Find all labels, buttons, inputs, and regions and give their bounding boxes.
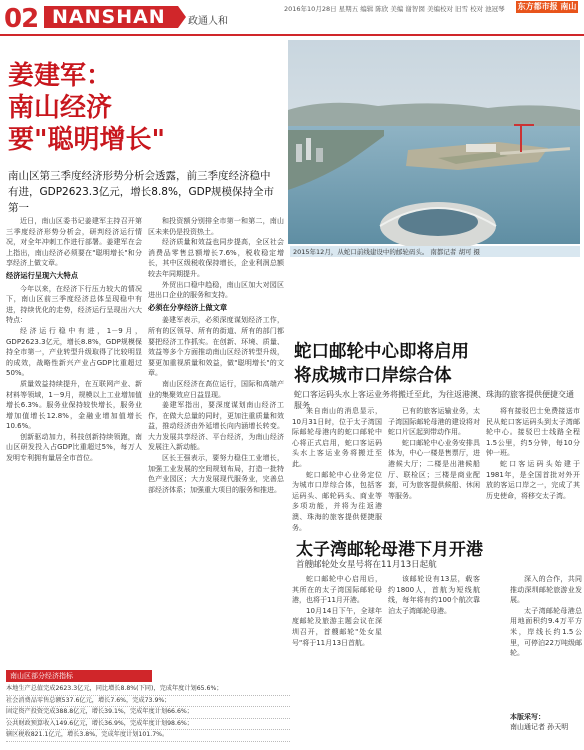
harbor-photo-image [288,40,580,244]
table-row: 社会消费品零售总额537.6亿元，增长7.6%，完成73.9%； [6,696,290,708]
paragraph: 经济质量和效益也同步提高，全区社会消费品零售总额增长7.6%，税收稳定增长，其中区级税收保持增长，企业利润总额较去年同期提升。 [148,238,284,278]
table-row: 本地生产总值完成2623.3亿元，同比增长8.8%(下同)，完成年度计划65.6%； [6,684,290,696]
section-subtitle: 政通人和 [188,16,228,27]
headline-line: 将成城市口岸综合体 [294,366,452,386]
byline-name: 南山通记者 孙天明 [510,723,569,731]
lead-headline-line: 南山经济 [8,93,113,123]
byline-label: 本版采写： [510,713,545,721]
article2-column-1 [292,406,382,532]
paragraph: 今年以来，在经济下行压力较大的情况下，南山区前三季度经济总体呈现稳中有进，持续优化的走势，经济运行呈现出六大特点： [6,284,142,325]
page-meta: 2016年10月28日 星期五 编辑 陈欣 美编 谢智囡 美编校对 旧雪 校对 池冠琴 [284,5,505,13]
subheading: 必须在分享经济上做文章 [148,302,228,312]
lead-subhead: 南山区第三季度经济形势分析会透露，前三季度经济稳中有进，GDP2623.3亿元，增长8.8%，GDP规模保持全市第一 [8,170,275,214]
photo-caption: 2015年12月，从蛇口前线建设中的邮轮码头。 南都记者 胡可 摄 [290,246,580,257]
paragraph: 来自南山的消息显示，10月31日时，位于太子湾国际邮轮母港内的蛇口邮轮中心将正式启用，蛇口客运码头水上客运业务将搬迁至此。 [292,407,382,468]
paragraph: 已有的旅客运输业务，太子湾国际邮轮母港的建设将对蛇口片区起到带动作用。 [388,407,480,437]
table-row: 公共财政预算收入149.6亿元，增长36.9%，完成年度计划98.6%； [6,719,290,731]
headline-line: 蛇口邮轮中心即将启用 [294,342,469,362]
article2-headline [294,340,580,388]
article3-subhead: 首艘邮轮处女星号将在11月13日起航 [296,560,437,570]
paragraph: 创新驱动加力，科技创新持续领跑，南山区研发投入占GDP比重超过5%，每万人发明专利拥有量居全市首位。 [6,432,142,463]
harbor-photo [288,40,580,244]
header-rule [0,34,584,36]
paragraph: 该邮轮设有13层，载客约1800人，首航为短线航线，每年将有约100个航次靠泊太子湾邮轮母港。 [388,575,480,615]
table-row: 固定资产投资完成388.8亿元，增长39.1%，完成年度计划66.6%； [6,707,290,719]
byline [510,712,582,732]
section-header [0,0,300,36]
subheading: 经济运行呈现六大特点 [6,270,78,280]
section-name: NANSHAN [44,6,178,28]
economic-indicators-table [6,684,290,742]
article3-column-3 [510,574,582,708]
paragraph: 蛇口邮轮中心业务定位为城市口岸综合体，包括客运码头、邮轮码头、商业等多项功能，并将为往返港澳、珠海的旅客提供便捷服务。 [292,470,382,532]
paragraph: 姜建军指出，要深度谋划南山经济工作，在做大总量的同时，更加注重质量和效益，推动经济由外延增长向内涵增长转变。大力发展共享经济、平台经济，为南山经济发展注入新动能。 [148,401,284,452]
paragraph: 太子湾邮轮母港总用地面积约9.4万平方米，岸线长约1.5公里，可停泊22万吨级邮轮。 [510,606,582,658]
table-row: 辖区税收821.1亿元，增长3.8%，完成年度计划101.7%。 [6,730,290,742]
paragraph: 10月14日下午，全球年度邮轮及旅游主题会议在深圳召开，首艘邮轮"处女星号"将于11月13日首航。 [292,606,382,647]
paragraph: 区长王强表示，要努力稳住工业增长，加强工业发展的空间规划布局，打造一批特色产业园区；大力发展现代服务业，完善总部经济体系；加强重大项目的服务和推进。 [148,454,284,494]
table-title: 南山区部分经济指标 [6,670,152,682]
paragraph: 深入的合作，共同推动深圳邮轮旅游业发展。 [510,575,582,605]
article2-column-3 [486,406,580,524]
paragraph: 质量效益持续提升，在互联网产业、新材料等领域，1－9月，规模以上工业增加值增长6.3%。服务业保持较快增长，服务业增加值增长12.8%，金融业增加值增长10.6%。 [6,379,142,431]
article2-subhead: 蛇口客运码头水上客运业务将搬迁至此，为往返港澳、珠海的旅客提供便捷交通服务 [294,390,574,410]
paragraph: 姜建军表示，必须深度谋划经济工作，所有的区领导、所有的街道、所有的部门都要把经济工作抓实。在创新、环境、质量、效益等多个方面推动南山区经济转型升级，要更加重视质量和效益，做"聪明增长"的文章。 [148,316,284,378]
article3-column-1 [292,574,382,744]
article3-column-2 [388,574,480,744]
paragraph: 经济运行稳中有进，1－9月，GDP2623.3亿元，增长8.8%，GDP规模保持全市第一，产业转型升级取得了比较明显的成效，战略性新兴产业占GDP比重超过50%。 [6,326,142,378]
paragraph: 近日，南山区委书记姜建军主持召开第三季度经济形势分析会，研判经济运行情况，对全年冲刺工作进行部署。姜建军在会上指出，南山经济必须要在"聪明增长"和分享经济上做文章。 [6,217,142,268]
article3-headline: 太子湾邮轮母港下月开港 [296,540,483,560]
lead-column-1 [6,216,142,666]
newspaper-brand-logo: 东方都市报 南山 [517,2,577,11]
lead-column-2 [148,216,284,666]
paragraph: 蛇口邮轮中心业务安排具体为，中心一楼是售票厅，进港候大厅；二楼是出港候船厅、联检区；三楼是商业配套，可为旅客提供候船、休闲等服务。 [388,438,480,500]
paragraph: 和投资额分别排全市第一和第二，南山区未来仍是投资热土。 [148,217,284,236]
lead-headline-line: 姜建军： [8,61,113,91]
paragraph: 将有接驳巴士免费接送市民从蛇口客运码头到太子湾邮轮中心。接驳巴士线路全程1.5公里，约5分钟，每10分钟一班。 [486,407,580,458]
paragraph: 南山区经济在高位运行，国际和高端产业的集聚效应日益显现。 [148,379,284,399]
paragraph: 蛇口邮轮中心启用后，其所在的太子湾国际邮轮母港，也将于11月开港。 [292,575,382,605]
lead-headline-line: 要"聪明增长" [8,125,166,155]
lead-headline [8,60,280,156]
paragraph: 外贸出口稳中趋稳，南山区加大对园区进出口企业的服务和支持。 [148,280,284,300]
article2-column-2 [388,406,480,524]
page-number: 02 [4,4,39,34]
paragraph: 蛇口客运码头始建于1981年，是全国首批对外开放的客运口岸之一，完成了其历史使命，将移交太子湾。 [486,459,580,500]
